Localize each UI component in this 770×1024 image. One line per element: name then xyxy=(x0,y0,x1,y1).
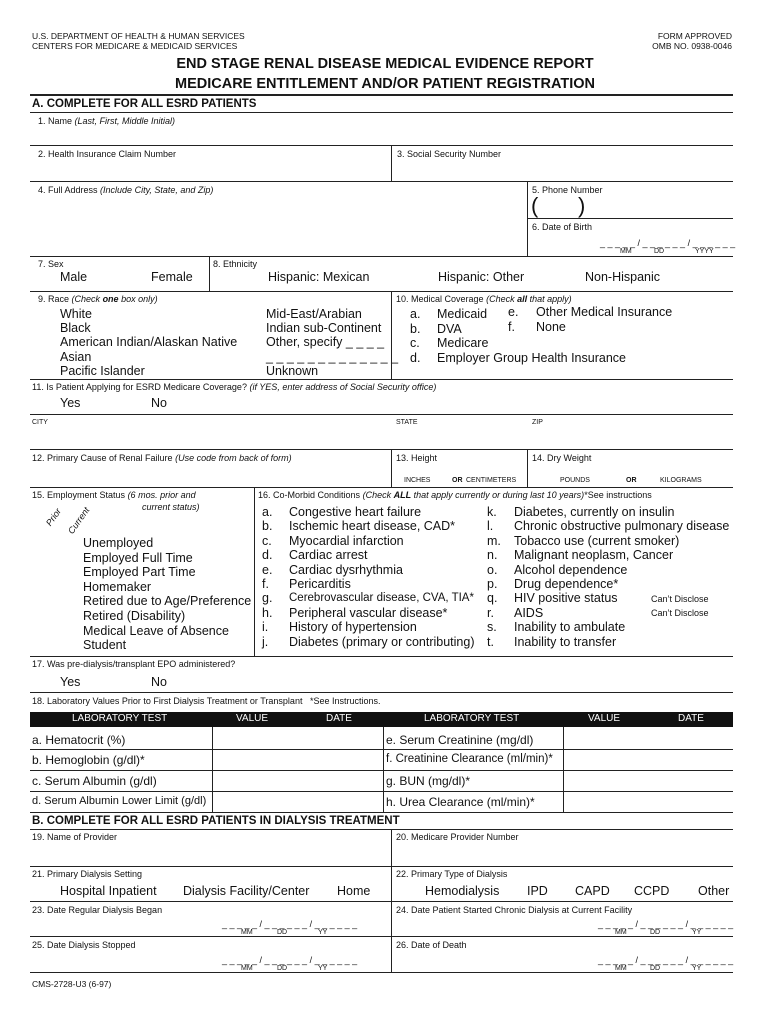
date-of-death-blanks[interactable]: _ _ _ _ _ / _ _ _ _ _ _ / _ _ _ _ _ _ xyxy=(598,955,734,965)
lab-hematocrit: a. Hematocrit (%) xyxy=(32,733,126,747)
phone-label: 5. Phone Number xyxy=(532,185,603,195)
race-label: 9. Race (Check one box only) xyxy=(38,294,158,304)
weight-kg: KILOGRAMS xyxy=(660,477,702,484)
race-option[interactable]: Other, specify _ _ _ _ xyxy=(266,335,385,350)
epo-no[interactable]: No xyxy=(151,675,167,689)
employment-option[interactable]: Student xyxy=(83,638,127,653)
coverage-letters: a. b. c. d. xyxy=(410,307,421,365)
date-of-death-yy: YY xyxy=(692,965,702,972)
height-or: OR xyxy=(452,477,463,484)
dob-dd: DD xyxy=(654,248,665,255)
section-b-heading: B. COMPLETE FOR ALL ESRD PATIENTS IN DIALYSIS TREATMENT xyxy=(32,815,400,827)
height-cm: CENTIMETERS xyxy=(466,477,517,484)
coverage-option-employer[interactable]: Employer Group Health Insurance xyxy=(437,350,626,365)
dialysis-stopped-dd: DD xyxy=(277,965,288,972)
agency-line-1: U.S. DEPARTMENT OF HEALTH & HUMAN SERVICES xyxy=(32,31,245,41)
phone-paren-open: ( xyxy=(531,193,539,218)
lab-rule-2 xyxy=(30,770,733,771)
phone-paren-close: ) xyxy=(578,193,586,218)
ethnicity-option-mexican[interactable]: Hispanic: Mexican xyxy=(268,270,370,284)
weight-pounds: POUNDS xyxy=(560,477,590,484)
rule-7 xyxy=(30,449,733,450)
divider-12-13 xyxy=(391,449,392,487)
employment-current-label: Current xyxy=(66,505,92,536)
agency-line-2: CENTERS FOR MEDICARE & MEDICAID SERVICES xyxy=(32,41,238,51)
race-option[interactable]: Black xyxy=(60,321,91,336)
rule-3 xyxy=(30,256,733,257)
esrd-coverage-label: 11. Is Patient Applying for ESRD Medicare Coverage? (if YES, enter address of Social Security office) xyxy=(32,382,437,392)
comorbid-option[interactable]: HIV positive status xyxy=(514,591,618,606)
lab-albumin-lower-limit: d. Serum Albumin Lower Limit (g/dl) xyxy=(32,795,207,807)
coverage-option-medicare[interactable]: Medicare xyxy=(437,336,489,350)
claim-number-label: 2. Health Insurance Claim Number xyxy=(38,149,177,159)
race-option[interactable]: White xyxy=(60,307,92,321)
comorbid-left-letters: a. b. c. d. e. f. g. h. i. j. xyxy=(262,505,273,649)
height-inches: INCHES xyxy=(404,477,431,484)
epo-yes[interactable]: Yes xyxy=(60,675,81,689)
comorbid-option[interactable]: Cardiac arrest xyxy=(289,548,368,563)
lab-values-label: 18. Laboratory Values Prior to First Dialysis Treatment or Transplant *See Instructions. xyxy=(32,696,381,706)
omb-number: OMB NO. 0938-0046 xyxy=(652,41,732,51)
rule-11 xyxy=(30,812,733,813)
employment-hint: current status) xyxy=(142,502,200,512)
comorbid-left-items xyxy=(289,505,475,649)
divider-15-16 xyxy=(254,487,255,656)
comorbid-option[interactable]: Diabetes, currently on insulin xyxy=(514,505,675,519)
aids-cant-disclose[interactable]: Can’t Disclose xyxy=(651,608,709,618)
esrd-coverage-no[interactable]: No xyxy=(151,396,167,410)
dialysis-began-mm: MM xyxy=(241,929,253,936)
ethnicity-label: 8. Ethnicity xyxy=(213,259,258,269)
dialysis-stopped-label: 25. Date Dialysis Stopped xyxy=(32,940,136,950)
type-option-ipd[interactable]: IPD xyxy=(527,884,548,898)
section-a-rule xyxy=(30,112,733,113)
coverage-option-medicaid[interactable]: Medicaid xyxy=(437,307,488,321)
sex-label: 7. Sex xyxy=(38,259,64,269)
esrd-coverage-yes[interactable]: Yes xyxy=(60,396,81,410)
date-of-death-dd: DD xyxy=(650,965,661,972)
comorbid-option[interactable]: Inability to transfer xyxy=(514,634,617,649)
dialysis-began-blanks[interactable]: _ _ _ _ _ / _ _ _ _ _ _ / _ _ _ _ _ _ xyxy=(222,919,358,929)
type-option-other[interactable]: Other xyxy=(698,884,730,898)
comorbid-option[interactable]: Peripheral vascular disease* xyxy=(289,605,448,620)
ssn-label: 3. Social Security Number xyxy=(397,149,502,159)
form-title-line-1: END STAGE RENAL DISEASE MEDICAL EVIDENCE REPORT xyxy=(176,56,594,72)
comorbid-option[interactable]: History of hypertension xyxy=(289,620,417,635)
state-label: STATE xyxy=(396,419,418,426)
rule-b3 xyxy=(30,936,733,937)
setting-option-facility[interactable]: Dialysis Facility/Center xyxy=(183,884,310,898)
race-option[interactable]: American Indian/Alaskan Native xyxy=(60,335,238,350)
dialysis-stopped-yy: YY xyxy=(318,965,328,972)
rule-10 xyxy=(30,692,733,693)
race-option[interactable]: Indian sub-Continent xyxy=(266,321,382,336)
rule-b4 xyxy=(30,972,733,973)
dialysis-began-dd: DD xyxy=(277,929,288,936)
divider-7-8 xyxy=(209,256,210,291)
comorbid-right-items xyxy=(514,505,729,649)
employment-label: 15. Employment Status (6 mos. prior and xyxy=(32,490,196,500)
employment-options xyxy=(83,536,251,653)
dialysis-stopped-blanks[interactable]: _ _ _ _ _ / _ _ _ _ _ _ / _ _ _ _ _ _ xyxy=(222,955,358,965)
comorbid-right-letters: k. l. m. n. o. p. q. r. s. t. xyxy=(487,505,501,649)
lab-creatinine-clearance: f. Creatinine Clearance (ml/min)* xyxy=(386,753,553,765)
current-facility-dd: DD xyxy=(650,929,661,936)
race-option[interactable]: Pacific Islander xyxy=(60,363,145,378)
comorbid-option[interactable]: Cerebrovascular disease, CVA, TIA* xyxy=(289,592,474,605)
dialysis-began-yy: YY xyxy=(318,929,328,936)
setting-option-hospital[interactable]: Hospital Inpatient xyxy=(60,884,157,898)
dialysis-setting-label: 21. Primary Dialysis Setting xyxy=(32,869,143,879)
divider-9-10 xyxy=(391,291,392,379)
type-option-hemodialysis[interactable]: Hemodialysis xyxy=(425,884,500,898)
provider-number-label: 20. Medicare Provider Number xyxy=(396,832,519,842)
dry-weight-label: 14. Dry Weight xyxy=(532,453,592,463)
coverage-letter-f: f. xyxy=(508,320,515,334)
lab-header-value-1: VALUE xyxy=(236,713,269,724)
dob-blanks[interactable]: _ _ _ _ _ / _ _ _ _ _ _ / _ _ _ _ _ _ xyxy=(600,238,736,248)
comorbid-option[interactable]: Myocardial infarction xyxy=(289,533,404,548)
lab-header-test-1: LABORATORY TEST xyxy=(72,713,168,724)
rule-b1 xyxy=(30,866,733,867)
lab-header-date-1: DATE xyxy=(326,713,352,724)
ethnicity-option-non-hispanic[interactable]: Non-Hispanic xyxy=(585,270,661,284)
comorbid-option[interactable]: AIDS xyxy=(514,605,544,620)
coverage-option-none[interactable]: None xyxy=(536,320,566,334)
race-specify-blank[interactable]: _ _ _ _ _ _ _ _ _ _ _ _ _ xyxy=(266,349,399,364)
form-title-line-2: MEDICARE ENTITLEMENT AND/OR PATIENT REGISTRATION xyxy=(175,76,595,92)
current-facility-date-blanks[interactable]: _ _ _ _ _ / _ _ _ _ _ _ / _ _ _ _ _ _ xyxy=(598,919,734,929)
comorbid-option[interactable]: Alcohol dependence xyxy=(514,562,628,577)
race-options-col2 xyxy=(266,307,398,378)
rule-5-6 xyxy=(527,218,733,219)
city-label: CITY xyxy=(32,419,48,426)
form-id: CMS-2728-U3 (6-97) xyxy=(32,979,112,989)
lab-header-value-2: VALUE xyxy=(588,713,621,724)
comorbid-option[interactable]: Tobacco use (current smoker) xyxy=(514,533,680,548)
type-option-ccpd[interactable]: CCPD xyxy=(634,884,670,898)
coverage-option-dva[interactable]: DVA xyxy=(437,321,462,336)
current-facility-mm: MM xyxy=(615,929,627,936)
cause-label: 12. Primary Cause of Renal Failure (Use code from back of form) xyxy=(32,453,292,463)
comorbid-option[interactable]: Ischemic heart disease, CAD* xyxy=(289,519,456,534)
dob-mm: MM xyxy=(620,248,632,255)
height-label: 13. Height xyxy=(396,453,438,463)
dialysis-stopped-mm: MM xyxy=(241,965,253,972)
rule-8 xyxy=(30,487,733,488)
provider-name-label: 19. Name of Provider xyxy=(32,832,118,842)
lab-rule-1 xyxy=(30,749,733,750)
comorbid-option[interactable]: Pericarditis xyxy=(289,577,351,592)
lab-serum-creatinine: e. Serum Creatinine (mg/dl) xyxy=(386,733,534,747)
zip-label: ZIP xyxy=(532,419,543,426)
coverage-letter-e: e. xyxy=(508,305,519,319)
rule-9 xyxy=(30,656,733,657)
current-facility-yy: YY xyxy=(692,929,702,936)
dob-label: 6. Date of Birth xyxy=(532,222,593,232)
ethnicity-option-other[interactable]: Hispanic: Other xyxy=(438,270,525,284)
sex-option-female[interactable]: Female xyxy=(151,270,193,284)
lab-header-test-2: LABORATORY TEST xyxy=(424,713,520,724)
date-of-death-label: 26. Date of Death xyxy=(396,940,467,950)
employment-option[interactable]: Retired due to Age/Preference xyxy=(83,594,252,609)
comorbid-option[interactable]: Cardiac dysrhythmia xyxy=(289,562,403,577)
sex-option-male[interactable]: Male xyxy=(60,270,88,284)
form-approved: FORM APPROVED xyxy=(657,31,732,41)
dialysis-type-label: 22. Primary Type of Dialysis xyxy=(396,869,508,879)
race-option[interactable]: Mid-East/Arabian xyxy=(266,307,362,321)
lab-rule-3 xyxy=(30,791,733,792)
lab-serum-albumin: c. Serum Albumin (g/dl) xyxy=(32,774,157,788)
divider-13-14 xyxy=(527,449,528,487)
lab-bun: g. BUN (mg/dl)* xyxy=(386,774,471,788)
race-option[interactable]: Unknown xyxy=(266,363,319,378)
lab-header-date-2: DATE xyxy=(678,713,704,724)
coverage-label: 10. Medical Coverage (Check all that apply) xyxy=(396,294,572,304)
lab-urea-clearance: h. Urea Clearance (ml/min)* xyxy=(386,795,535,809)
setting-option-home[interactable]: Home xyxy=(337,884,371,898)
employment-option[interactable]: Homemaker xyxy=(83,579,152,594)
race-options-col1 xyxy=(60,307,237,378)
type-option-capd[interactable]: CAPD xyxy=(575,884,610,898)
comorbid-option[interactable]: Diabetes (primary or contributing) xyxy=(289,634,475,649)
employment-prior-label: Prior xyxy=(44,506,64,528)
divider-2-3 xyxy=(391,145,392,181)
comorbid-option[interactable]: Inability to ambulate xyxy=(514,620,626,635)
dob-yyyy: YYYY xyxy=(695,248,714,255)
comorbid-option[interactable]: Malignant neoplasm, Cancer xyxy=(514,548,674,563)
employment-option[interactable]: Medical Leave of Absence xyxy=(83,623,229,638)
section-b-rule xyxy=(30,829,733,830)
rule-b2 xyxy=(30,901,733,902)
dialysis-began-label: 23. Date Regular Dialysis Began xyxy=(32,905,163,915)
employment-option[interactable]: Employed Full Time xyxy=(83,550,193,565)
hiv-cant-disclose[interactable]: Can’t Disclose xyxy=(651,594,709,604)
title-rule xyxy=(30,94,733,96)
race-option[interactable]: Asian xyxy=(60,349,92,364)
rule-1 xyxy=(30,145,733,146)
weight-or: OR xyxy=(626,477,637,484)
employment-option[interactable]: Employed Part Time xyxy=(83,565,196,580)
lab-hemoglobin: b. Hemoglobin (g/dl)* xyxy=(32,753,145,767)
comorbid-option[interactable]: Drug dependence* xyxy=(514,577,619,592)
address-label: 4. Full Address (Include City, State, and Zip) xyxy=(38,185,214,195)
comorbid-option[interactable]: Chronic obstructive pulmonary disease xyxy=(514,519,730,534)
date-of-death-mm: MM xyxy=(615,965,627,972)
rule-5 xyxy=(30,379,733,380)
section-a-heading: A. COMPLETE FOR ALL ESRD PATIENTS xyxy=(32,98,257,110)
rule-6 xyxy=(30,414,733,415)
coverage-option-other-insurance[interactable]: Other Medical Insurance xyxy=(536,305,673,319)
current-facility-date-label: 24. Date Patient Started Chronic Dialysis at Current Facility xyxy=(396,905,633,915)
comorbid-label: 16. Co-Morbid Conditions (Check ALL that apply currently or during last 10 years)*See instructions xyxy=(258,490,652,500)
rule-2 xyxy=(30,181,733,182)
employment-option[interactable]: Retired (Disability) xyxy=(83,608,186,623)
comorbid-option[interactable]: Congestive heart failure xyxy=(289,505,422,519)
employment-option[interactable]: Unemployed xyxy=(83,536,154,550)
name-label: 1. Name (Last, First, Middle Initial) xyxy=(38,116,176,126)
epo-label: 17. Was pre-dialysis/transplant EPO administered? xyxy=(32,659,236,669)
rule-4 xyxy=(30,291,733,292)
